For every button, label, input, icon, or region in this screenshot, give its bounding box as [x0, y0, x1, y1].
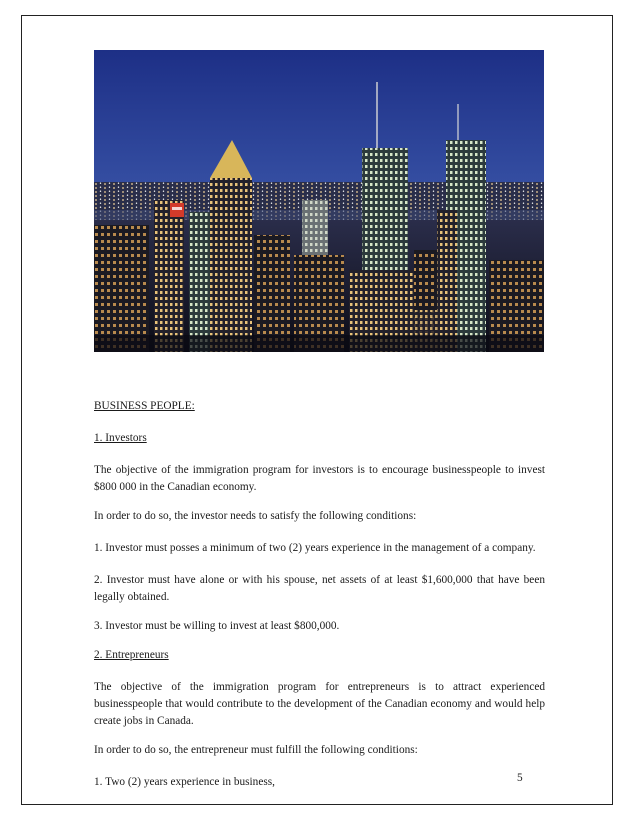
investors-heading: 1. Investors	[94, 432, 147, 444]
entrepreneurs-heading: 2. Entrepreneurs	[94, 649, 169, 661]
section-title: BUSINESS PEOPLE:	[94, 400, 195, 412]
page-number: 5	[517, 772, 523, 784]
investors-condition: 3. Investor must be willing to invest at least $800,000.	[94, 620, 340, 632]
entrepreneurs-condition: 1. Two (2) years experience in business,	[94, 776, 275, 788]
investors-objective: The objective of the immigration program for investors is to encourage businesspeople to invest $800 000 in the Canadian economy.	[94, 464, 545, 493]
document-body	[94, 398, 545, 791]
investors-conditions-intro: In order to do so, the investor needs to satisfy the following conditions:	[94, 510, 417, 522]
entrepreneurs-objective: The objective of the immigration program for entrepreneurs is to attract experienced businesspeople that would contribute to the development of the Canadian economy and would help create jobs in Canada.	[94, 681, 545, 727]
investors-condition: 1. Investor must posses a minimum of two (2) years experience in the management of a company.	[94, 542, 536, 554]
city-skyline-photo	[94, 50, 544, 352]
entrepreneurs-conditions-intro: In order to do so, the entrepreneur must fulfill the following conditions:	[94, 744, 418, 756]
investors-condition: 2. Investor must have alone or with his spouse, net assets of at least $1,600,000 that have been legally obtained.	[94, 574, 545, 603]
